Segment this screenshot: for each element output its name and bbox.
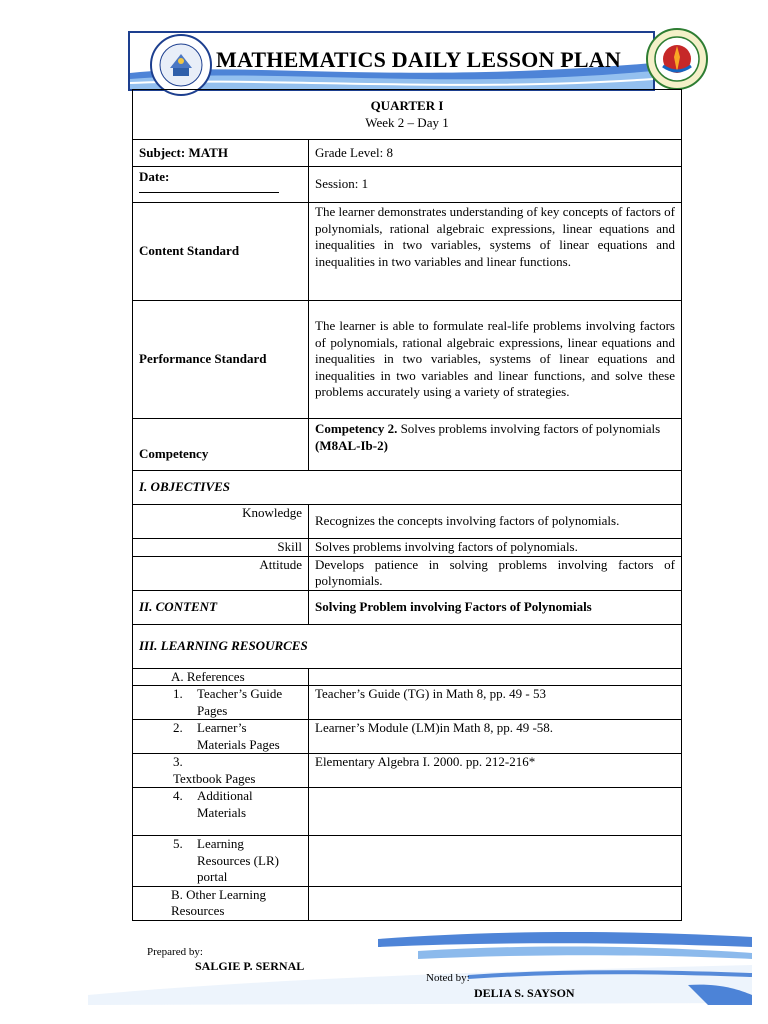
reference-row xyxy=(133,754,682,788)
reference-number: 3. xyxy=(173,754,183,769)
reference-label: Additional Materials xyxy=(197,788,253,820)
reference-value: Learner’s Module (LM)in Math 8, pp. 49 -58. xyxy=(309,720,682,754)
objective-label: Attitude xyxy=(133,556,309,590)
session-cell: Session: 1 xyxy=(309,167,682,203)
reference-value xyxy=(309,788,682,836)
noted-by-name: DELIA S. SAYSON xyxy=(474,986,575,1000)
quarter-label: QUARTER I xyxy=(370,98,444,113)
prepared-by-name: SALGIE P. SERNAL xyxy=(195,959,305,973)
subject-row xyxy=(133,140,682,167)
date-label: Date: xyxy=(139,169,170,184)
content-standard-label: Content Standard xyxy=(133,203,309,301)
other-resources-row xyxy=(133,886,682,920)
reference-number: 4. xyxy=(173,788,183,803)
content-standard-row xyxy=(133,203,682,301)
competency-number: Competency 2. xyxy=(315,421,398,436)
reference-value xyxy=(309,836,682,887)
school-seal-logo xyxy=(150,34,212,96)
reference-label: Learner’s Materials Pages xyxy=(197,720,280,752)
reference-row xyxy=(133,836,682,887)
content-row xyxy=(133,590,682,624)
reference-number: 5. xyxy=(173,836,183,851)
reference-label: Textbook Pages xyxy=(173,770,256,786)
competency-cell xyxy=(309,419,682,471)
competency-label: Competency xyxy=(133,419,309,471)
references-row xyxy=(133,668,682,686)
objective-label: Skill xyxy=(133,539,309,557)
resources-heading: III. LEARNING RESOURCES xyxy=(133,624,682,668)
reference-number: 1. xyxy=(173,686,183,701)
performance-standard-label: Performance Standard xyxy=(133,301,309,419)
content-heading: II. CONTENT xyxy=(133,590,309,624)
reference-row xyxy=(133,686,682,720)
other-resources-label: B. Other Learning Resources xyxy=(171,886,266,918)
other-resources-value xyxy=(309,886,682,920)
deped-seal-logo xyxy=(646,28,708,90)
competency-text: Solves problems involving factors of polynomials xyxy=(397,421,661,436)
reference-value: Elementary Algebra I. 2000. pp. 212-216* xyxy=(309,754,682,788)
content-value: Solving Problem involving Factors of Polynomials xyxy=(309,590,682,624)
reference-label: Learning Resources (LR) portal xyxy=(197,836,279,884)
content-standard-text: The learner demonstrates understanding of key concepts of factors of polynomials, rational algebraic expressions, linear equations and inequalities in two variables, systems of linear equations and inequalities in two variables and linear functions. xyxy=(309,203,682,301)
competency-code: (M8AL-Ib-2) xyxy=(315,437,388,453)
grade-level-cell: Grade Level: 8 xyxy=(309,140,682,167)
quarter-row xyxy=(133,90,682,140)
objective-row xyxy=(133,556,682,590)
noted-by-label: Noted by: xyxy=(426,972,470,984)
performance-standard-row xyxy=(133,301,682,419)
objectives-heading-row xyxy=(133,471,682,505)
objective-text: Develops patience in solving problems involving factors of polynomials. xyxy=(309,556,682,590)
reference-number: 2. xyxy=(173,720,183,735)
objective-row xyxy=(133,505,682,539)
lesson-plan-table xyxy=(132,89,682,921)
week-day-label: Week 2 – Day 1 xyxy=(365,114,449,130)
date-blank-line xyxy=(139,186,279,193)
reference-row xyxy=(133,788,682,836)
date-row xyxy=(133,167,682,203)
reference-label: Teacher’s Guide Pages xyxy=(197,686,283,718)
objectives-heading: I. OBJECTIVES xyxy=(133,471,682,505)
references-value xyxy=(309,668,682,686)
page-title: MATHEMATICS DAILY LESSON PLAN xyxy=(216,47,621,72)
resources-heading-row xyxy=(133,624,682,668)
objective-row xyxy=(133,539,682,557)
objective-label: Knowledge xyxy=(133,505,309,539)
objective-text: Solves problems involving factors of polynomials. xyxy=(309,539,682,557)
reference-row xyxy=(133,720,682,754)
performance-standard-text: The learner is able to formulate real-life problems involving factors of polynomials, rational algebraic expressions, linear equations and inequalities in two variables, systems of linear equations and inequalities in two variables and linear functions, and solve these problems accurately using a variety of strategies. xyxy=(309,301,682,419)
prepared-by-label: Prepared by: xyxy=(147,946,203,958)
objective-text: Recognizes the concepts involving factors of polynomials. xyxy=(309,505,682,539)
subject-cell: Subject: MATH xyxy=(133,140,309,167)
competency-row xyxy=(133,419,682,471)
footer-wave-graphic xyxy=(88,925,752,1007)
references-label: A. References xyxy=(133,668,309,686)
reference-value: Teacher’s Guide (TG) in Math 8, pp. 49 - 53 xyxy=(309,686,682,720)
